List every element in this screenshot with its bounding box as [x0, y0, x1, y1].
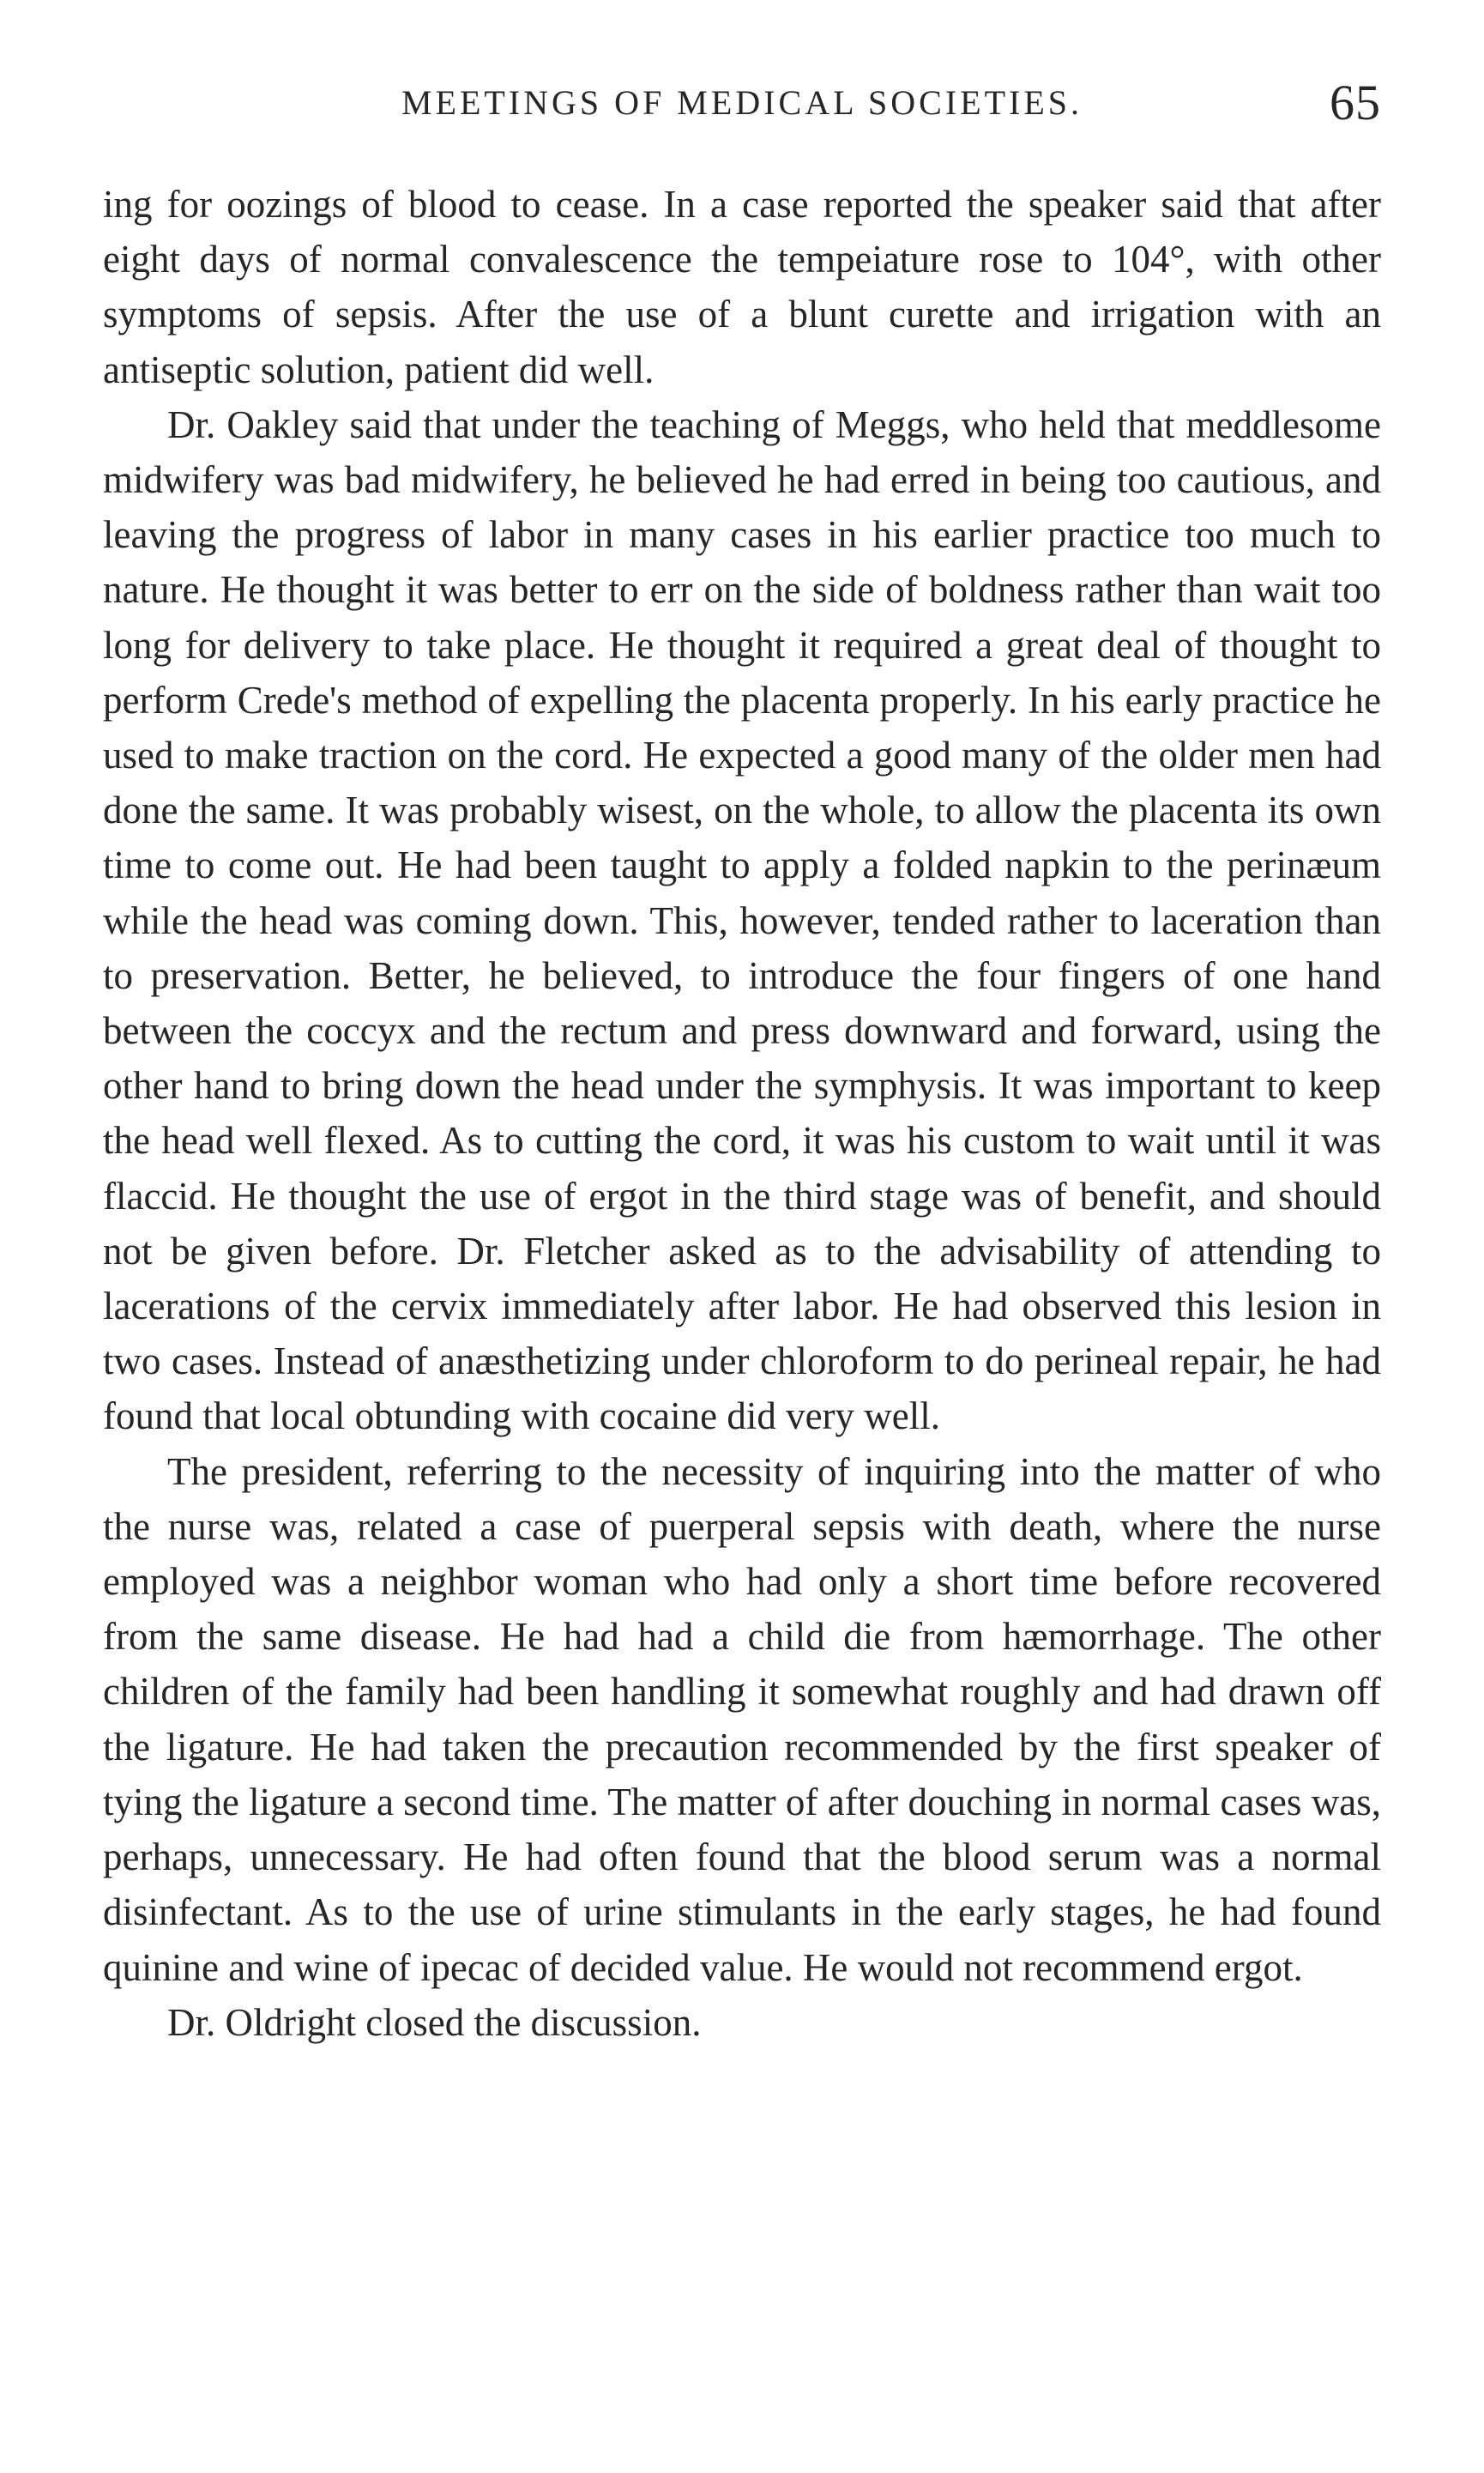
- paragraph-dr-oakley: Dr. Oakley said that under the teaching of Meggs, who held that meddlesome midwifery was bad midwifery, he believed he had erred in being too cautious, and leaving the progress of labor in many cases in his earlier practice too much to nature. He thought it was better to err on the side of boldness rather than wait too long for delivery to take place. He thought it required a great deal of thought to perform Crede's method of expelling the placenta properly. In his early practice he used to make traction on the cord. He expected a good many of the older men had done the same. It was probably wisest, on the whole, to allow the placenta its own time to come out. He had been taught to apply a folded napkin to the perinæum while the head was coming down. This, however, tended rather to laceration than to preservation. Better, he believed, to introduce the four fingers of one hand between the coccyx and the rectum and press downward and forward, using the other hand to bring down the head under the symphysis. It was important to keep the head well flexed. As to cutting the cord, it was his custom to wait until it was flaccid. He thought the use of ergot in the third stage was of benefit, and should not be given before. Dr. Fletcher asked as to the advisability of attending to lacerations of the cervix immediately after labor. He had observed this lesion in two cases. Instead of anæsthetizing under chloroform to do perineal repair, he had found that local obtunding with cocaine did very well.: [103, 402, 1381, 1438]
- running-title: MEETINGS OF MEDICAL SOCIETIES.: [401, 83, 1083, 122]
- body-text: [103, 177, 1381, 2050]
- running-head: [103, 74, 1381, 134]
- page-number: 65: [1330, 75, 1381, 130]
- paragraph-continuation: ing for oozings of blood to cease. In a case reported the speaker said that after eight days of normal convalescence the tempeiature rose to 104°, with other symptoms of sepsis. After the use of a blunt curette and irrigation with an antiseptic solution, patient did well.: [103, 183, 1381, 391]
- paragraph-closing: Dr. Oldright closed the discussion.: [167, 2000, 702, 2044]
- paragraph-president: The president, referring to the necessity of inquiring into the matter of who the nurse was, related a case of puerperal sepsis with death, where the nurse employed was a neighbor woman who had only a short time before recovered from the same disease. He had had a child die from hæmorrhage. The other children of the family had been handling it somewhat roughly and had drawn off the ligature. He had taken the precaution recommended by the first speaker of tying the ligature a second time. The matter of after douching in normal cases was, perhaps, unnecessary. He had often found that the blood serum was a normal disinfectant. As to the use of urine stimulants in the early stages, he had found quinine and wine of ipecac of decided value. He would not recommend ergot.: [103, 1449, 1381, 1989]
